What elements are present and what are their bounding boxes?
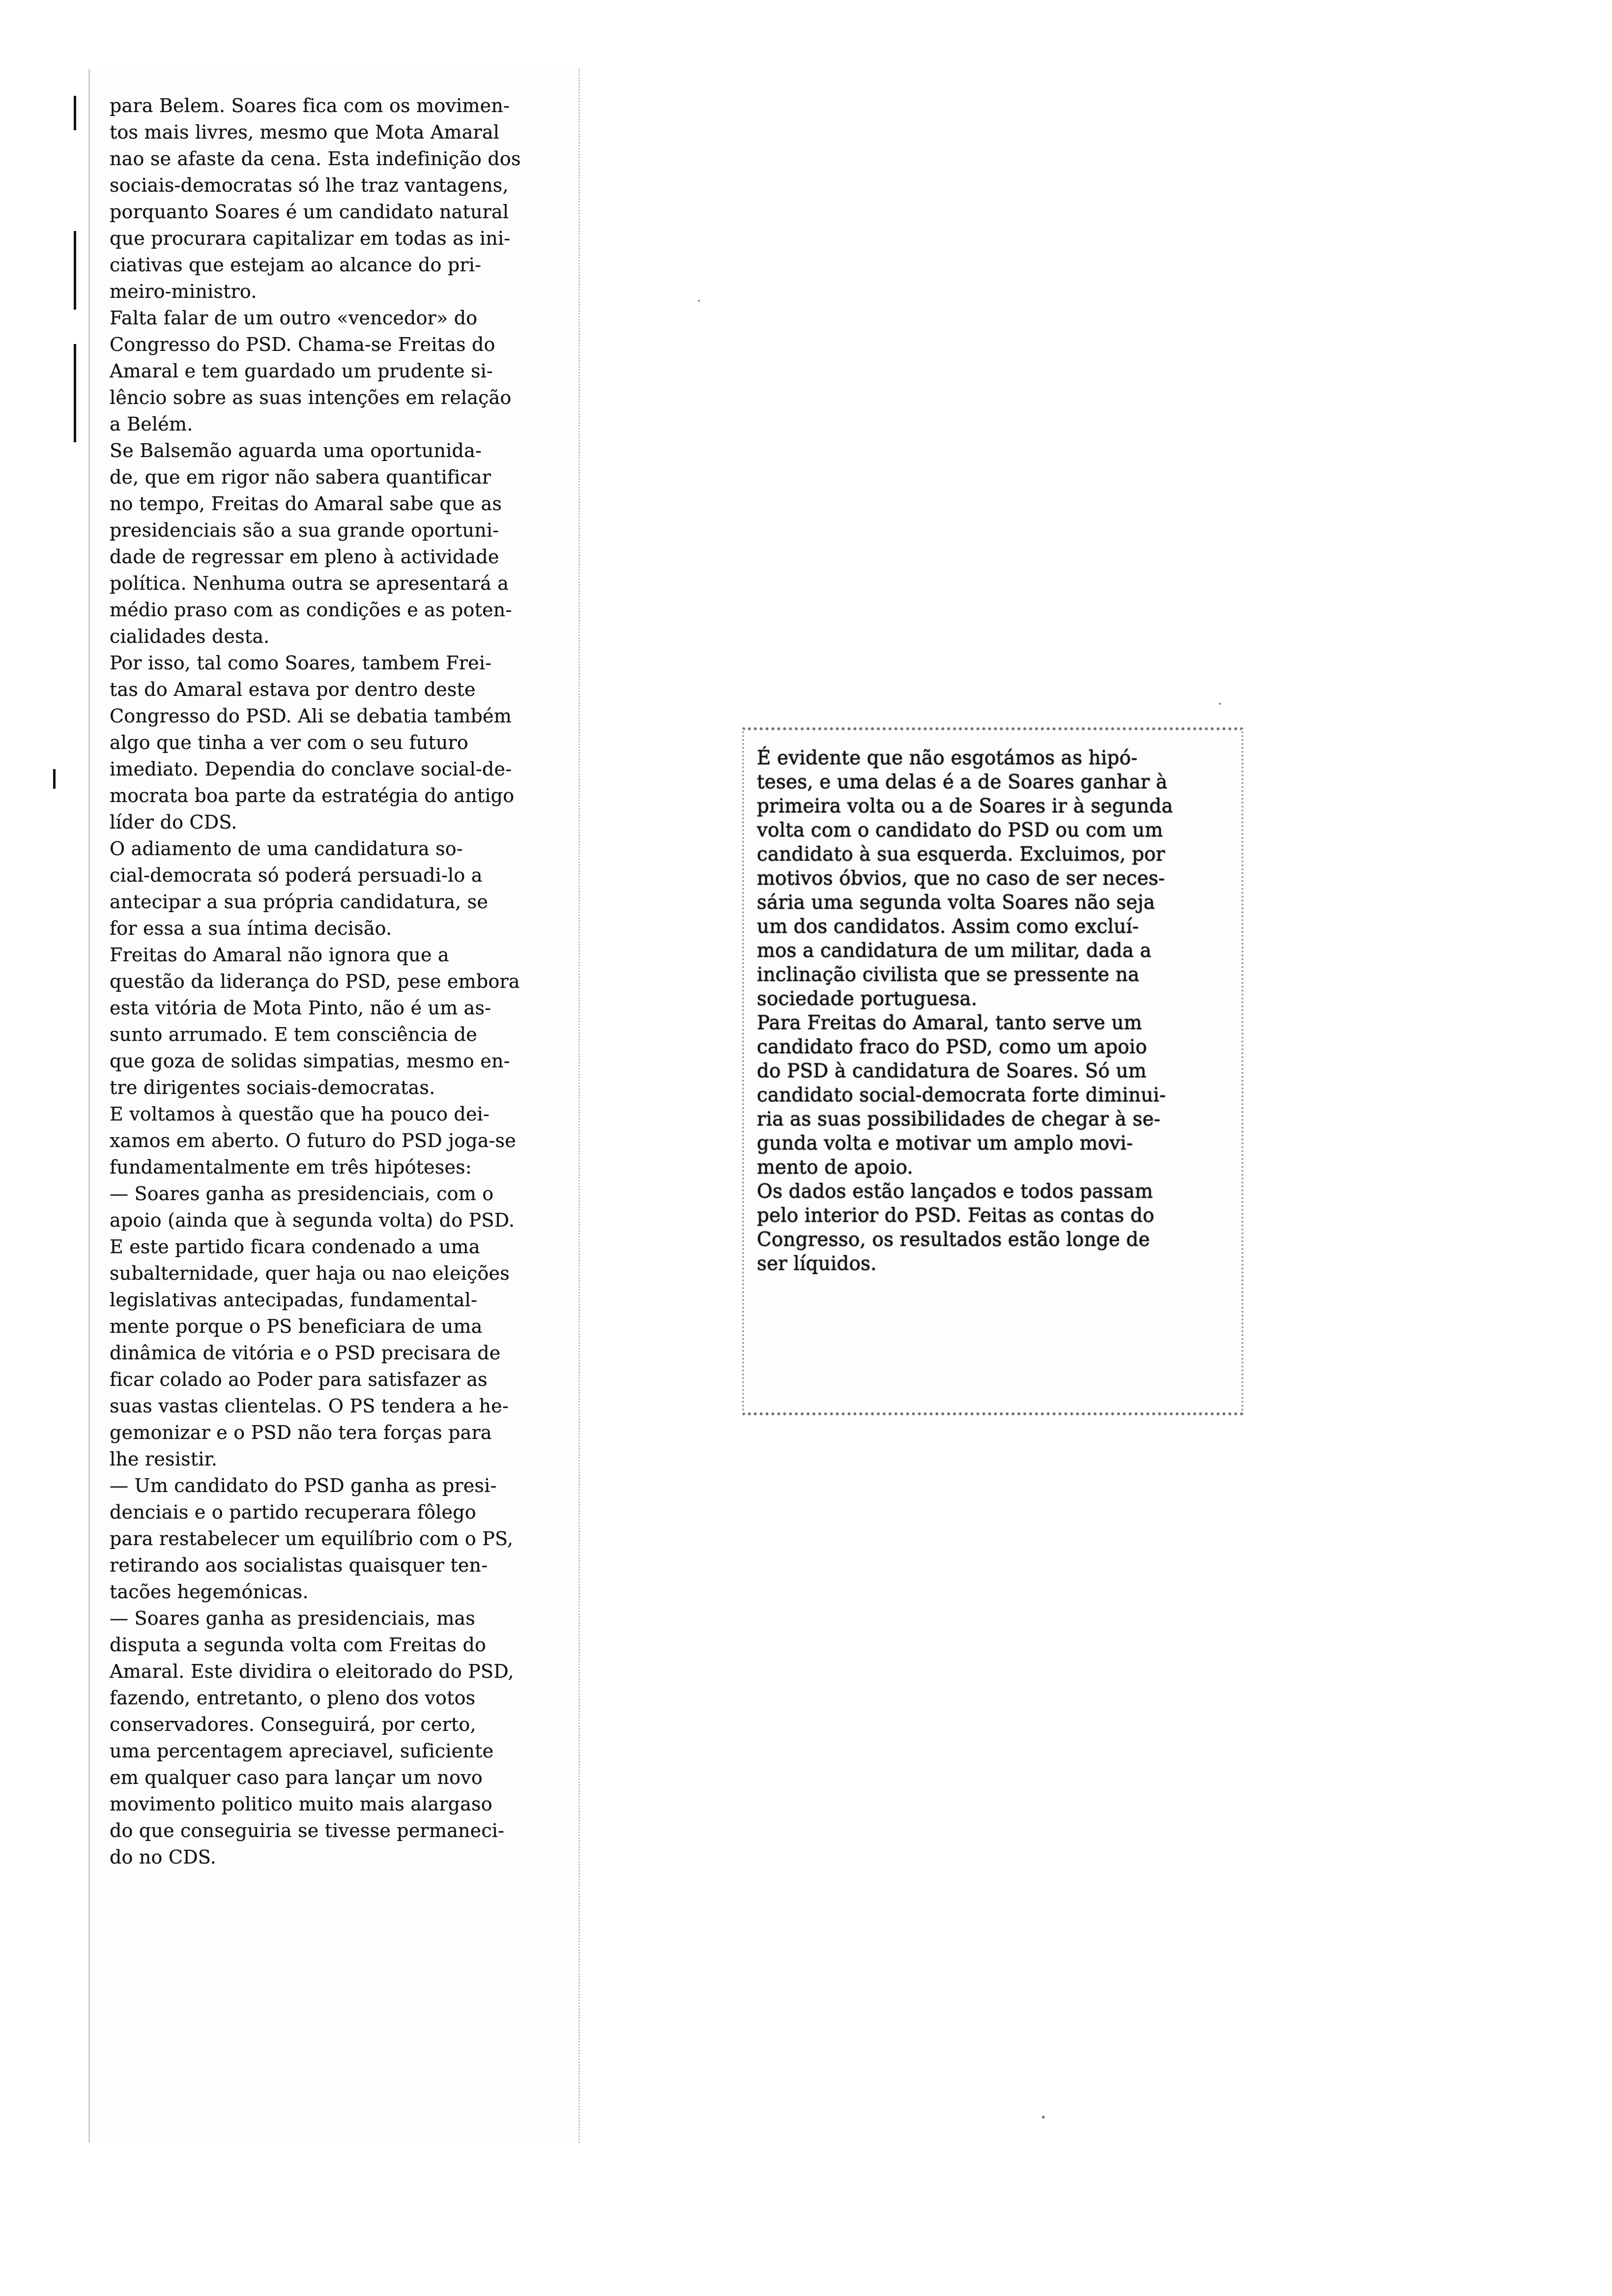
article-line: E este partido ficara condenado a uma [110,1236,480,1258]
article-line: ser líquidos. [757,1253,877,1275]
article-line: lhe resistir. [110,1448,218,1470]
article-line: Por isso, tal como Soares, tambem Frei- [110,652,492,674]
article-line: É evidente que não esgotámos as hipó- [757,747,1138,769]
article-line: apoio (ainda que à segunda volta) do PSD. [110,1209,515,1231]
article-line: presidenciais são a sua grande oportuni- [110,519,499,541]
article-line: candidato fraco do PSD, como um apoio [757,1036,1147,1058]
article-line: cialidades desta. [110,626,270,647]
article-line: uma percentagem apreciavel, suficiente [110,1740,494,1762]
article-line: suas vastas clientelas. O PS tendera a he- [110,1395,509,1417]
article-line: gemonizar e o PSD não tera forças para [110,1422,492,1443]
article-line: tacões hegemónicas. [110,1581,309,1603]
article-line: disputa a segunda volta com Freitas do [110,1634,487,1656]
article-line: for essa a sua íntima decisão. [110,918,392,939]
newspaper-clipping-right [742,727,1243,1415]
article-line: cial-democrata só poderá persuadi-lo a [110,864,483,886]
article-line: conservadores. Conseguirá, por certo, [110,1714,476,1735]
article-line: ficar colado ao Poder para satisfazer as [110,1369,488,1390]
article-column-right [757,746,1229,1276]
newspaper-clipping-left [88,69,580,2143]
article-line: sária uma segunda volta Soares não seja [757,891,1155,914]
scan-mark [53,769,56,789]
article-line: Para Freitas do Amaral, tanto serve um [757,1012,1142,1034]
article-line: porquanto Soares é um candidato natural [110,201,509,223]
article-line: volta com o candidato do PSD ou com um [757,819,1163,841]
article-line: de, que em rigor não sabera quantificar [110,466,491,488]
article-line: mocrata boa parte da estratégia do antigo [110,785,515,806]
article-line: retirando aos socialistas quaisquer ten- [110,1554,488,1576]
article-line: — Soares ganha as presidenciais, com o [110,1183,494,1205]
article-line: meiro-ministro. [110,281,257,302]
article-line: inclinação civilista que se pressente na [757,964,1140,986]
article-line: Amaral. Este dividira o eleitorado do PSD, [110,1661,514,1682]
article-line: para Belem. Soares fica com os movimen- [110,95,510,116]
article-line: mente porque o PS beneficiara de uma [110,1316,483,1337]
article-line: — Soares ganha as presidenciais, mas [110,1607,475,1629]
scan-speck [1042,2116,1045,2119]
article-line: mento de apoio. [757,1156,914,1178]
article-line: esta vitória de Mota Pinto, não é um as- [110,997,491,1019]
article-line: motivos óbvios, que no caso de ser neces- [757,867,1165,890]
article-line: Congresso, os resultados estão longe de [757,1229,1150,1251]
article-line: líder do CDS. [110,811,237,833]
article-line: algo que tinha a ver com o seu futuro [110,732,468,753]
article-line: Freitas do Amaral não ignora que a [110,944,449,966]
article-line: lêncio sobre as suas intenções em relação [110,387,512,408]
article-line: sociedade portuguesa. [757,988,978,1010]
article-line: que procurara capitalizar em todas as ini- [110,228,511,249]
article-line: Os dados estão lançados e todos passam [757,1180,1153,1203]
article-line: do PSD à candidatura de Soares. Só um [757,1060,1147,1082]
article-line: imediato. Dependia do conclave social-de- [110,758,512,780]
article-line: candidato social-democrata forte diminui- [757,1084,1166,1106]
article-line: um dos candidatos. Assim como excluí- [757,916,1139,938]
article-line: Amaral e tem guardado um prudente si- [110,360,493,382]
article-line: no tempo, Freitas do Amaral sabe que as [110,493,502,515]
article-line: sunto arrumado. E tem consciência de [110,1024,477,1045]
article-line: Congresso do PSD. Chama-se Freitas do [110,334,495,355]
article-line: candidato à sua esquerda. Excluimos, por [757,843,1165,865]
article-line: denciais e o partido recuperara fôlego [110,1501,476,1523]
article-line: E voltamos à questão que ha pouco dei- [110,1103,490,1125]
article-line: dade de regressar em pleno à actividade [110,546,499,568]
article-line: subalternidade, quer haja ou nao eleições [110,1263,510,1284]
article-line: — Um candidato do PSD ganha as presi- [110,1475,497,1496]
article-line: ria as suas possibilidades de chegar à se- [757,1108,1161,1130]
scan-mark [74,231,76,310]
scan-mark [74,344,76,442]
article-line: ciativas que estejam ao alcance do pri- [110,254,482,276]
article-line: O adiamento de uma candidatura so- [110,838,463,860]
article-line: do no CDS. [110,1846,217,1868]
article-line: antecipar a sua própria candidatura, se [110,891,489,913]
article-line: dinâmica de vitória e o PSD precisara de [110,1342,501,1364]
article-line: médio praso com as condições e as poten- [110,599,512,621]
article-line: pelo interior do PSD. Feitas as contas do [757,1205,1154,1227]
article-line: questão da liderança do PSD, pese embora [110,971,520,992]
article-line: tre dirigentes sociais-democratas. [110,1077,435,1098]
article-line: teses, e uma delas é a de Soares ganhar à [757,771,1168,793]
article-line: do que conseguiria se tivesse permaneci- [110,1820,505,1841]
article-line: para restabelecer um equilíbrio com o PS, [110,1528,514,1550]
article-line: política. Nenhuma outra se apresentará a [110,573,509,594]
article-line: em qualquer caso para lançar um novo [110,1767,483,1788]
scan-mark [74,96,76,130]
article-line: xamos em aberto. O futuro do PSD joga-se [110,1130,516,1151]
article-line: sociais-democratas só lhe traz vantagens, [110,174,509,196]
article-line: Se Balsemão aguarda uma oportunida- [110,440,482,461]
article-column-left [110,92,569,1870]
article-line: movimento politico muito mais alargaso [110,1793,492,1815]
article-line: gunda volta e motivar um amplo movi- [757,1132,1133,1154]
article-line: que goza de solidas simpatias, mesmo en- [110,1050,510,1072]
article-line: tos mais livres, mesmo que Mota Amaral [110,121,500,143]
article-line: legislativas antecipadas, fundamental- [110,1289,478,1311]
article-line: Congresso do PSD. Ali se debatia também [110,705,512,727]
article-line: mos a candidatura de um militar, dada a [757,940,1151,962]
article-line: tas do Amaral estava por dentro deste [110,679,476,700]
article-line: a Belém. [110,413,193,435]
article-line: fundamentalmente em três hipóteses: [110,1156,472,1178]
article-line: fazendo, entretanto, o pleno dos votos [110,1687,476,1709]
scan-speck [1219,703,1221,705]
article-line: primeira volta ou a de Soares ir à segunda [757,795,1173,817]
scan-speck [698,300,700,302]
article-line: nao se afaste da cena. Esta indefinição dos [110,148,521,170]
article-line: Falta falar de um outro «vencedor» do [110,307,478,329]
